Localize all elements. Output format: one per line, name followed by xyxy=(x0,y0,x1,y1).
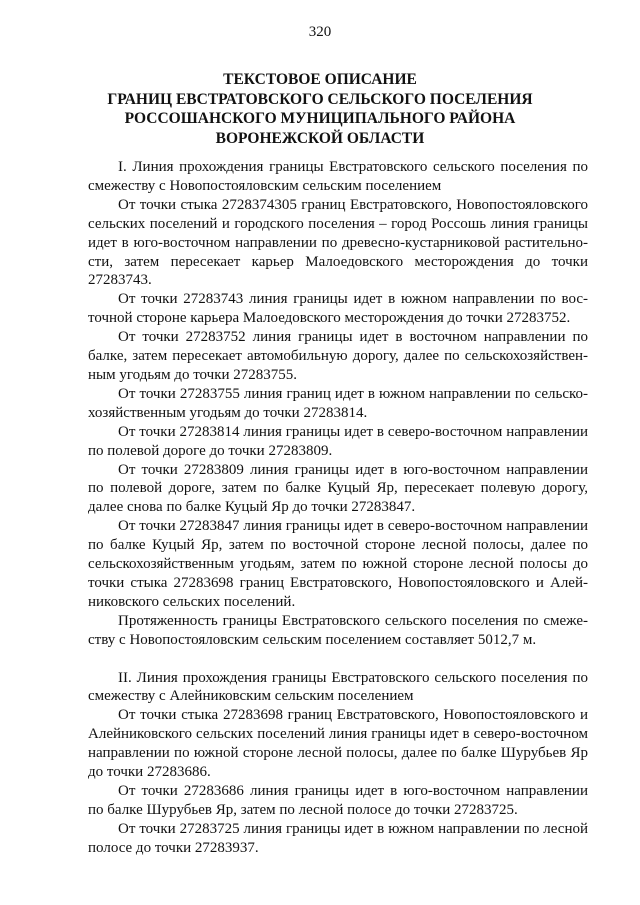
section-1-heading: I. Линия прохождения границы Евстратовского сельского поселения по смежеству с Новопостояловским сельским поселением xyxy=(88,159,588,194)
title-line: РОССОШАНСКОГО МУНИЦИПАЛЬНОГО РАЙОНА xyxy=(124,110,516,127)
paragraph: От точки 27283686 линия границы идет в юго-восточном направлении по балке Шурубьев Яр, затем по лесной полосе до точки 27283725. xyxy=(88,783,588,818)
section-2-heading: II. Линия прохождения границы Евстратовского сельского поселения по смежеству с Алейниковским сельским поселением xyxy=(88,669,588,705)
paragraph: От точки стыка 2728374305 границ Евстратовского, Новопостояловского сельских поселений и городского поселения – город Россошь линия границы идет в юго-восточном направлении по древесно-кустарниковой растительности, затем пересекает карьер Малоедовского месторождения до точки 27283743. xyxy=(88,196,588,289)
paragraph: От точки 27283755 линия границ идет в южном направлении по сельскохозяйственным угодьям до точки 27283814. xyxy=(88,385,588,421)
title-line: ГРАНИЦ ЕВСТРАТОВСКОГО СЕЛЬСКОГО ПОСЕЛЕНИЯ xyxy=(107,90,533,108)
section-gap xyxy=(88,650,588,669)
paragraph: Протяженность границы Евстратовского сельского поселения по смежеству с Новопостояловским сельским поселением составляет 5012,7 м. xyxy=(88,612,588,648)
paragraph: От точки 27283814 линия границы идет в северо-восточном направлении по полевой дороге до точки 27283809. xyxy=(88,423,588,459)
document-body xyxy=(88,158,588,858)
title-line: ВОРОНЕЖСКОЙ ОБЛАСТИ xyxy=(215,129,425,147)
paragraph: От точки стыка 27283698 границ Евстратовского, Новопостояловского и Алейниковского сельских поселений линия границы идет в северо-восточном направлении по южной стороне лесной полосы, далее по балке Шурубьев Яр до точки 27283686. xyxy=(88,707,588,781)
paragraph: От точки 27283809 линия границы идет в юго-восточном направлении по полевой дороге, затем по балке Куцый Яр, пересекает полевую дорогу, далее снова по балке Куцый Яр до точки 27283847. xyxy=(88,461,588,516)
paragraph: От точки 27283847 линия границы идет в северо-восточном направлении по балке Куцый Яр, затем по восточной стороне лесной полосы, далее по сельскохозяйственным угодьям, затем по южной стороне лесной полосы до точки стыка 27283698 границ Евстратовского, Новопостояловского и Алейниковского сельских поселений. xyxy=(88,518,588,610)
paragraph: От точки 27283725 линия границы идет в южном направлении по лесной полосе до точки 27283937. xyxy=(88,820,588,856)
paragraph: От точки 27283752 линия границы идет в восточном направлении по балке, затем пересекает автомобильную дорогу, далее по сельскохозяйственным угодьям до точки 27283755. xyxy=(88,329,588,383)
paragraph: От точки 27283743 линия границы идет в южном направлении по восточной стороне карьера Малоедовского месторождения до точки 27283752. xyxy=(88,291,588,327)
document-title xyxy=(60,70,580,148)
page-number: 320 xyxy=(308,24,332,40)
title-line: ТЕКСТОВОЕ ОПИСАНИЕ xyxy=(223,71,417,88)
